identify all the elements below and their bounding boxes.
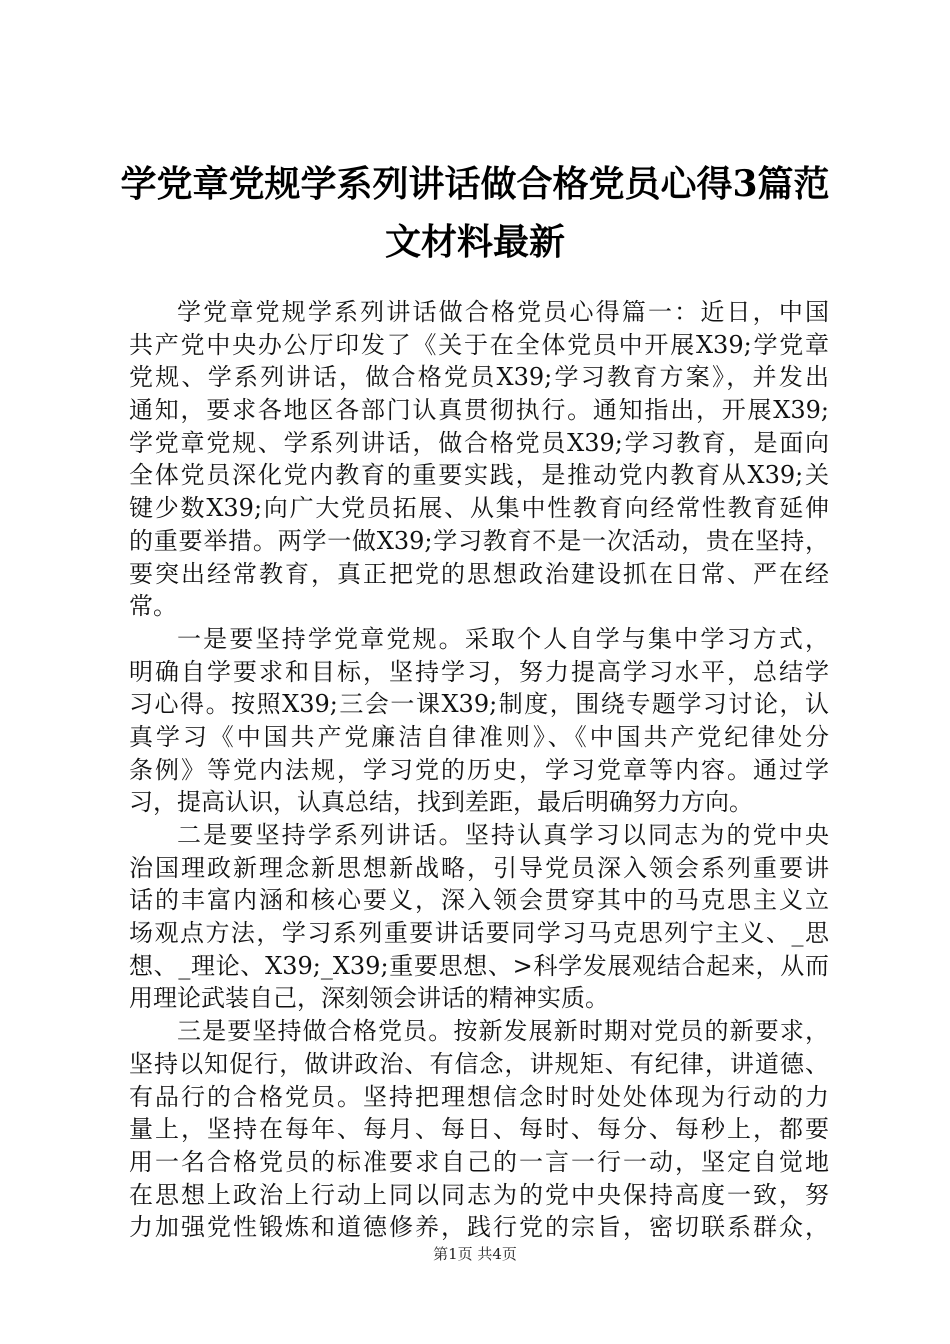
body-line: 用一名合格党员的标准要求自己的一言一行一动，坚定自觉地 [129,1147,829,1176]
document-body [129,296,829,1244]
body-line: 量上，坚持在每年、每月、每日、每时、每分、每秒上，都要 [129,1115,829,1144]
body-line: 明确自学要求和目标，坚持学习，努力提高学习水平，总结学 [129,657,829,686]
body-line: 通知，要求各地区各部门认真贯彻执行。通知指出，开展X39; [129,396,829,425]
body-line: 常。 [129,592,177,621]
body-line: 话的丰富内涵和核心要义，深入领会贯穿其中的马克思主义立 [129,886,829,915]
body-line: 习，提高认识，认真总结，找到差距，最后明确努力方向。 [129,788,753,817]
body-line: 用理论武装自己，深刻领会讲话的精神实质。 [129,984,609,1013]
document-title-line-1: 学党章党规学系列讲话做合格党员心得3篇范 [120,163,830,205]
body-line: 治国理政新理念新思想新战略，引导党员深入领会系列重要讲 [129,853,829,882]
page-number-footer: 第1页 共4页 [433,1245,517,1263]
body-line: 二是要坚持学系列讲话。坚持认真学习以同志为的党中央 [177,821,829,849]
body-line: 三是要坚持做合格党员。按新发展新时期对党员的新要求， [177,1017,829,1046]
body-line: 一是要坚持学党章党规。采取个人自学与集中学习方式， [177,624,829,653]
body-line: 场观点方法，学习系列重要讲话要同学习马克思列宁主义、_思 [129,919,829,948]
body-line: 习心得。按照X39;三会一课X39;制度，围绕专题学习讨论，认 [129,690,829,719]
body-line: 在思想上政治上行动上同以同志为的党中央保持高度一致，努 [129,1180,829,1209]
body-line: 的重要举措。两学一做X39;学习教育不是一次活动，贵在坚持， [129,526,829,555]
body-line: 想、_理论、X39;_X39;重要思想、>科学发展观结合起来，从而 [129,951,829,980]
body-line: 共产党中央办公厅印发了《关于在全体党员中开展X39;学党章 [129,330,829,359]
body-line: 学党章党规学系列讲话做合格党员心得篇一：近日，中国 [177,298,829,326]
body-line: 党规、学系列讲话，做合格党员X39;学习教育方案》，并发出 [129,363,829,392]
body-line: 力加强党性锻炼和道德修养，践行党的宗旨，密切联系群众， [129,1213,829,1242]
body-line: 全体党员深化党内教育的重要实践，是推动党内教育从X39;关 [129,461,829,490]
body-line: 坚持以知促行，做讲政治、有信念，讲规矩、有纪律，讲道德、 [129,1049,829,1078]
body-line: 真学习《中国共产党廉洁自律准则》、《中国共产党纪律处分 [129,722,829,751]
document-title-line-2: 文材料最新 [384,221,565,263]
body-line: 学党章党规、学系列讲话，做合格党员X39;学习教育，是面向 [129,428,829,457]
body-line: 键少数X39;向广大党员拓展、从集中性教育向经常性教育延伸 [129,494,829,523]
body-line: 有品行的合格党员。坚持把理想信念时时处处体现为行动的力 [129,1082,829,1111]
body-line: 条例》等党内法规，学习党的历史，学习党章等内容。通过学 [129,755,829,784]
body-line: 要突出经常教育，真正把党的思想政治建设抓在日常、严在经 [129,559,829,588]
